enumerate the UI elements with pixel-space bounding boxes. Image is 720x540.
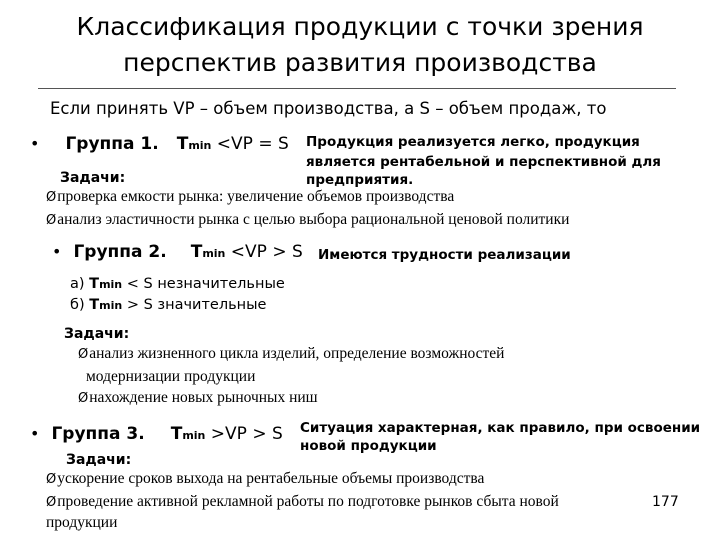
intro-text: Если принять VP – объем производства, а S – объем продаж, то: [50, 99, 607, 118]
bullet-icon: •: [52, 242, 62, 261]
group-3-task-1: Øускорение сроков выхода на рентабельные объемы производства: [46, 470, 485, 487]
group-2-case-b: б) Tmin > S значительные: [70, 297, 267, 313]
group-2-task-1-line-2: модернизации продукции: [86, 368, 256, 385]
group-3-task-2-line-2: продукции: [46, 514, 118, 531]
group-1-condition: Tmin <VP = S: [176, 134, 289, 154]
group-2-note: Имеются трудности реализации: [318, 247, 571, 263]
group-3-task-2-line-1: Øпроведение активной рекламной работы по подготовке рынков сбыта новой: [46, 493, 559, 510]
arrow-bullet-icon: Ø: [46, 472, 57, 487]
group-3-condition: Tmin >VP > S: [170, 424, 283, 444]
group-2-condition: Tmin <VP > S: [190, 242, 303, 262]
group-1-note-line-2: является рентабельной и перспективной для: [306, 154, 661, 170]
group-3-tasks-label: Задачи:: [66, 452, 132, 468]
group-1-task-1: Øпроверка емкости рынка: увеличение объемов производства: [46, 188, 455, 205]
group-1-heading: [30, 134, 289, 154]
page-number: 177: [652, 494, 679, 510]
group-2-task-2: Øнахождение новых рыночных ниш: [78, 389, 318, 406]
page-title-line-1: Классификация продукции с точки зрения: [76, 12, 644, 41]
group-2-label: Группа 2.: [73, 242, 167, 262]
arrow-bullet-icon: Ø: [46, 190, 57, 205]
arrow-bullet-icon: Ø: [78, 347, 89, 362]
bullet-icon: •: [30, 134, 40, 153]
group-2-heading: [52, 242, 303, 262]
group-3-note-line-1: Ситуация характерная, как правило, при освоении: [300, 420, 701, 436]
group-1-note-line-1: Продукция реализуется легко, продукция: [306, 134, 640, 150]
page-title-line-2: перспектив развития производства: [123, 48, 597, 77]
bullet-icon: •: [30, 424, 40, 443]
arrow-bullet-icon: Ø: [78, 391, 89, 406]
group-2-task-1-line-1: Øанализ жизненного цикла изделий, определение возможностей: [78, 345, 505, 362]
group-1-label: Группа 1.: [65, 134, 159, 154]
group-1-tasks-label: Задачи:: [60, 170, 126, 186]
group-2-case-a: а) Tmin < S незначительные: [70, 276, 285, 292]
group-3-note-line-2: новой продукции: [300, 438, 437, 454]
group-2-tasks-label: Задачи:: [64, 326, 130, 342]
arrow-bullet-icon: Ø: [46, 213, 57, 228]
group-1-task-2: Øанализ эластичности рынка с целью выбора рациональной ценовой политики: [46, 211, 570, 228]
group-1-note-line-3: предприятия.: [306, 172, 414, 188]
group-3-label: Группа 3.: [51, 424, 145, 444]
group-3-heading: [30, 424, 283, 444]
title-divider: [38, 88, 676, 89]
arrow-bullet-icon: Ø: [46, 495, 57, 510]
